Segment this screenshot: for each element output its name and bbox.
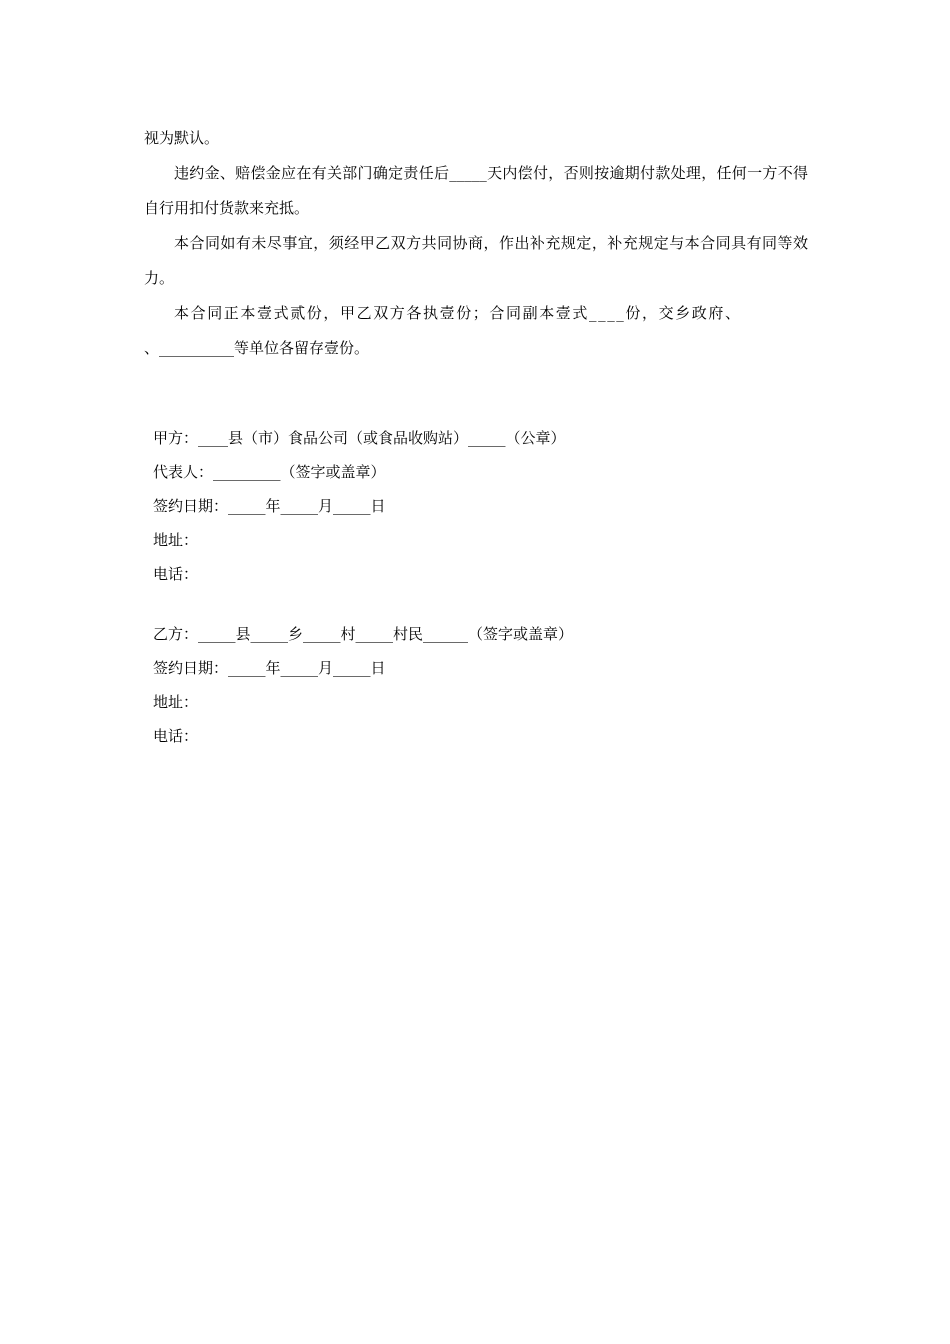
party-b-date-line: 签约日期：_____年_____月_____日 [153, 659, 386, 677]
party-a-representative-line: 代表人：_________（签字或盖章） [153, 463, 386, 481]
party-a-phone-label: 电话： [153, 565, 199, 583]
party-b-address-label: 地址： [153, 693, 199, 711]
paragraph-copies-line2: 、__________等单位各留存壹份。 [144, 339, 370, 357]
paragraph-copies-line1: 本合同正本壹式贰份，甲乙双方各执壹份；合同副本壹式____份，交乡政府、 [174, 304, 742, 322]
paragraph-penalty-payment: 违约金、赔偿金应在有关部门确定责任后_____天内偿付，否则按逾期付款处理，任何一方不得自行用扣付货款来充抵。 [144, 164, 808, 217]
party-a-name-line: 甲方：____县（市）食品公司（或食品收购站）_____（公章） [153, 429, 566, 447]
paragraph-supplementary-terms: 本合同如有未尽事宜，须经甲乙双方共同协商，作出补充规定，补充规定与本合同具有同等效力。 [144, 234, 808, 287]
paragraph-continuation: 视为默认。 [144, 129, 220, 147]
party-a-address-label: 地址： [153, 531, 199, 549]
party-b-phone-label: 电话： [153, 727, 199, 745]
party-a-signature-block [153, 421, 566, 591]
party-b-signature-block [153, 617, 573, 753]
party-b-name-line: 乙方：_____县_____乡_____村_____村民______（签字或盖章） [153, 625, 574, 643]
party-a-date-line: 签约日期：_____年_____月_____日 [153, 497, 386, 515]
contract-body [144, 121, 808, 366]
